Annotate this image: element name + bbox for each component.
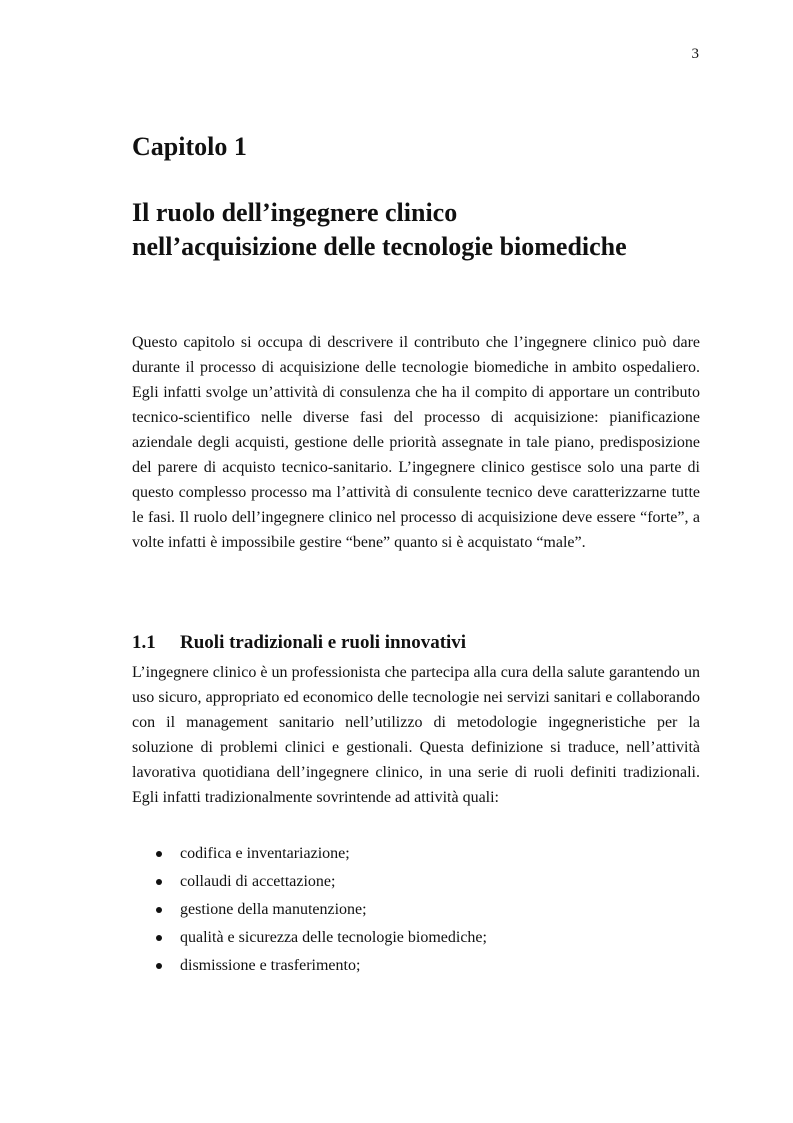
section-number: 1.1 <box>132 632 156 653</box>
list-item <box>156 896 487 924</box>
list-item <box>156 840 487 868</box>
list-item <box>156 868 487 896</box>
bullet-icon <box>156 851 162 857</box>
list-item-text: dismissione e trasferimento; <box>180 957 361 974</box>
chapter-title-line: nell’acquisizione delle tecnologie biomediche <box>132 232 627 261</box>
chapter-title <box>132 196 712 264</box>
section-heading <box>132 632 466 654</box>
list-item <box>156 952 487 980</box>
list-item-text: collaudi di accettazione; <box>180 873 336 890</box>
list-item-text: qualità e sicurezza delle tecnologie biomediche; <box>180 929 487 946</box>
list-item-text: gestione della manutenzione; <box>180 901 367 918</box>
section-body-paragraph: L’ingegnere clinico è un professionista che partecipa alla cura della salute garantendo un uso sicuro, appropriato ed economico delle tecnologie nei servizi sanitari e collaborando con il management sanitario nell’utilizzo di metodologie ingegneristiche per la soluzione di problemi clinici e gestionali. Questa definizione si traduce, nell’attività lavorativa quotidiana dell’ingegnere clinico, in una serie di ruoli definiti tradizionali. Egli infatti tradizionalmente sovrintende ad attività quali: <box>132 664 700 806</box>
section-title: Ruoli tradizionali e ruoli innovativi <box>180 632 467 653</box>
bullet-icon <box>156 963 162 969</box>
list-item <box>156 924 487 952</box>
list-item-text: codifica e inventariazione; <box>180 845 350 862</box>
chapter-label: Capitolo 1 <box>132 132 247 161</box>
bullet-list <box>156 840 487 980</box>
chapter-title-line: Il ruolo dell’ingegnere clinico <box>132 198 458 227</box>
page-number: 3 <box>691 46 699 62</box>
intro-paragraph: Questo capitolo si occupa di descrivere il contributo che l’ingegnere clinico può dare durante il processo di acquisizione delle tecnologie biomediche in ambito ospedaliero. Egli infatti svolge un’attività di consulenza che ha il compito di apportare un contributo tecnico-scientifico nelle diverse fasi del processo di acquisizione: pianificazione aziendale degli acquisti, gestione delle priorità assegnate in tale piano, predisposizione del parere di acquisto tecnico-sanitario. L’ingegnere clinico gestisce solo una parte di questo complesso processo ma l’attività di consulente tecnico deve caratterizzarne tutte le fasi. Il ruolo dell’ingegnere clinico nel processo di acquisizione deve essere “forte”, a volte infatti è impossibile gestire “bene” quanto si è acquistato “male”. <box>132 334 700 551</box>
bullet-icon <box>156 907 162 913</box>
bullet-icon <box>156 879 162 885</box>
bullet-icon <box>156 935 162 941</box>
